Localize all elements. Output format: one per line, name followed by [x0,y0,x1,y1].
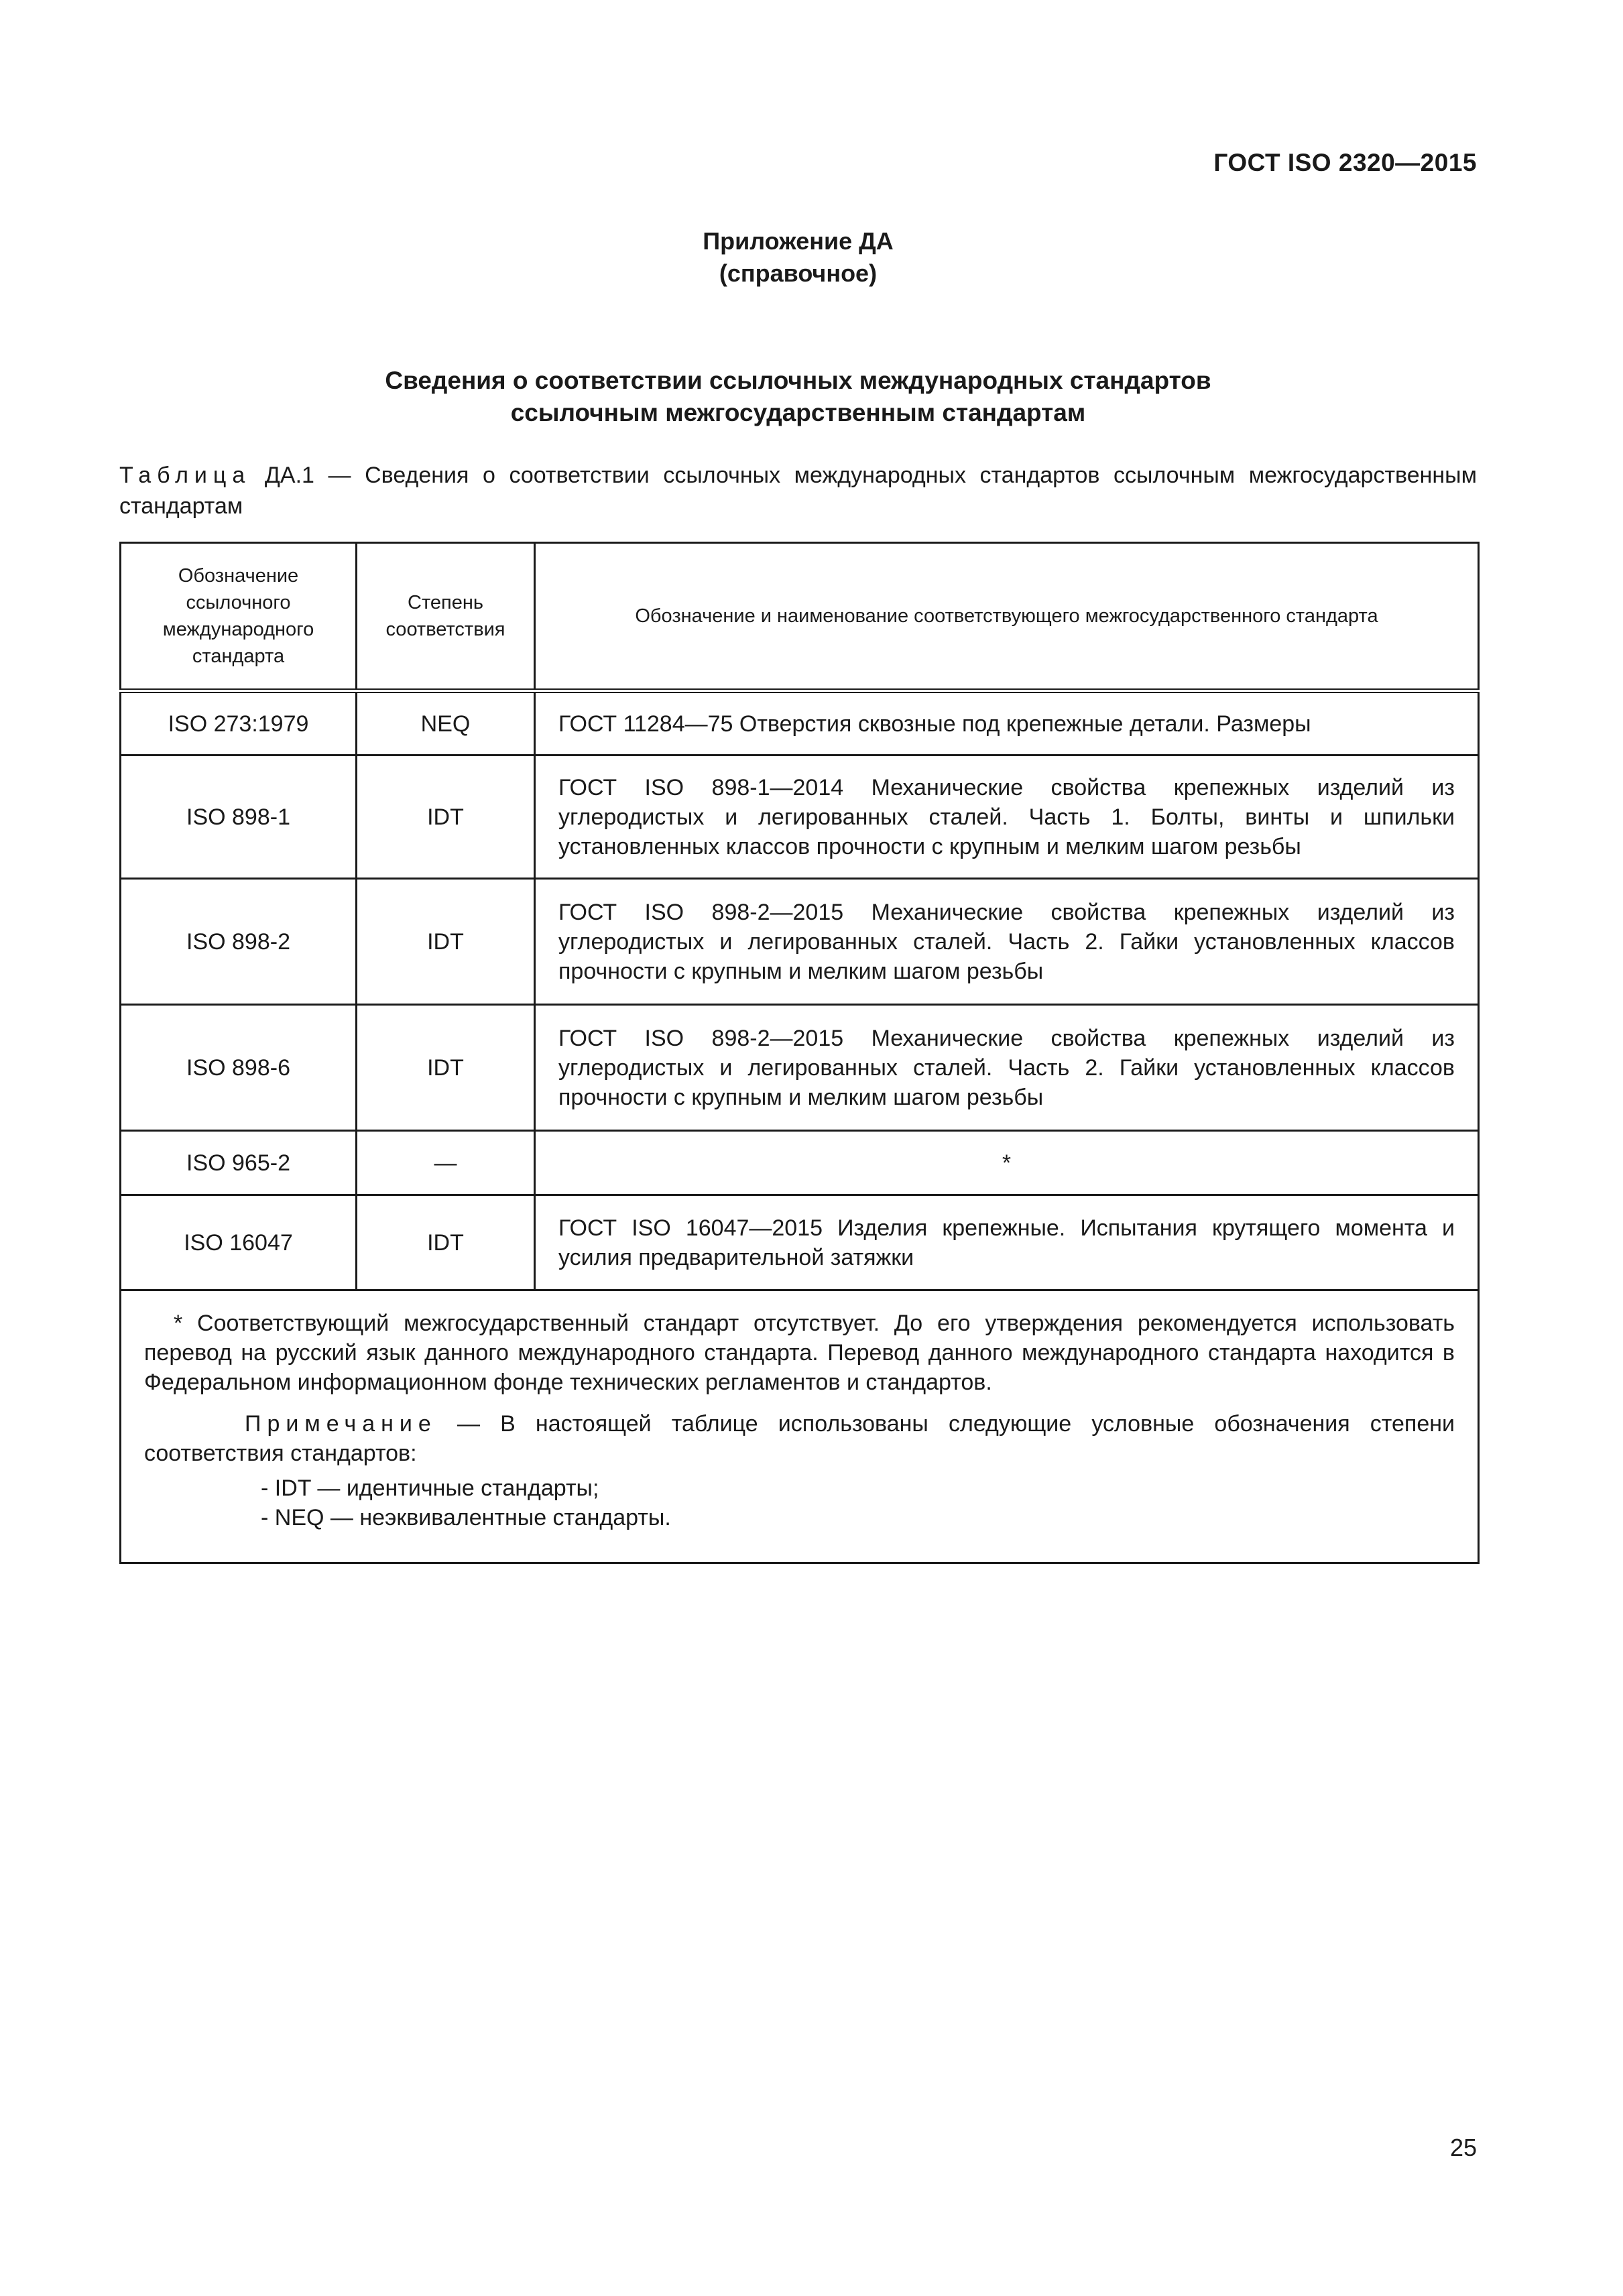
page-number: 25 [1449,2134,1477,2161]
appendix-heading [0,225,1596,290]
appendix-subtitle: (справочное) [719,259,878,287]
cell-title: ГОСТ 11284—75 Отверстия сквозные под крепежные детали. Размеры [535,691,1479,756]
table-row [121,1195,1479,1290]
note-list-item: - NEQ — неэквивалентные стандарты. [261,1505,671,1530]
cell-standard: ISO 965-2 [121,1131,357,1195]
table-header-row [121,543,1479,691]
appendix-title: Приложение ДА [703,227,894,255]
table-note [144,1409,1455,1468]
header-international-standard: Обозначение ссылочного международного стандарта [121,543,357,691]
note-list [144,1473,1455,1532]
cell-degree: IDT [357,1005,535,1131]
cell-degree: IDT [357,1195,535,1290]
table-row [121,1131,1479,1195]
table-row [121,879,1479,1005]
reference-standards-table [119,542,1480,1564]
table-footnote-cell [121,1290,1479,1563]
header-degree: Степень соответствия [357,543,535,691]
cell-title: ГОСТ ISO 898-2—2015 Механические свойства крепежных изделий из углеродистых и легированных сталей. Часть 2. Гайки установленных классов прочности с крупным и мелким шагом резьбы [535,1005,1479,1131]
section-title-line1: Сведения о соответствии ссылочных международных стандартов [385,367,1211,394]
table-footnote: * Соответствующий межгосударственный стандарт отсутствует. До его утверждения рекомендуется использовать перевод на русский язык данного международного стандарта. Перевод данного международного стандарта находится в Федеральном информационном фонде технических регламентов и стандартов. [144,1311,1455,1395]
table-row [121,691,1479,756]
cell-degree: IDT [357,756,535,879]
section-title-line2: ссылочным межгосударственным стандартам [510,399,1086,426]
header-interstate-standard: Обозначение и наименование соответствующего межгосударственного стандарта [535,543,1479,691]
table-caption-label: Таблица [119,463,251,488]
cell-standard: ISO 273:1979 [121,691,357,756]
cell-standard: ISO 898-6 [121,1005,357,1131]
cell-standard: ISO 898-2 [121,879,357,1005]
cell-title: ГОСТ ISO 16047—2015 Изделия крепежные. Испытания крутящего момента и усилия предварительной затяжки [535,1195,1479,1290]
cell-degree: IDT [357,879,535,1005]
note-list-item: - IDT — идентичные стандарты; [261,1475,599,1501]
cell-standard: ISO 898-1 [121,756,357,879]
section-title [0,365,1596,429]
cell-standard: ISO 16047 [121,1195,357,1290]
table-caption [119,460,1477,522]
table-row [121,756,1479,879]
cell-title: * [535,1131,1479,1195]
table-note-label: Примечание [245,1411,437,1437]
table-caption-text: ДА.1 — Сведения о соответствии ссылочных международных стандартов ссылочным межгосударственным стандартам [119,463,1477,519]
cell-title: ГОСТ ISO 898-1—2014 Механические свойства крепежных изделий из углеродистых и легированных сталей. Часть 1. Болты, винты и шпильки установленных классов прочности с крупным и мелким шагом резьбы [535,756,1479,879]
cell-title: ГОСТ ISO 898-2—2015 Механические свойства крепежных изделий из углеродистых и легированных сталей. Часть 2. Гайки установленных классов прочности с крупным и мелким шагом резьбы [535,879,1479,1005]
table-row [121,1005,1479,1131]
cell-degree: — [357,1131,535,1195]
table-note-text: — В настоящей таблице использованы следующие условные обозначения степени соответствия стандартов: [144,1411,1455,1466]
document-code: ГОСТ ISO 2320—2015 [1213,149,1477,176]
table-footnote-row [121,1290,1479,1563]
cell-degree: NEQ [357,691,535,756]
